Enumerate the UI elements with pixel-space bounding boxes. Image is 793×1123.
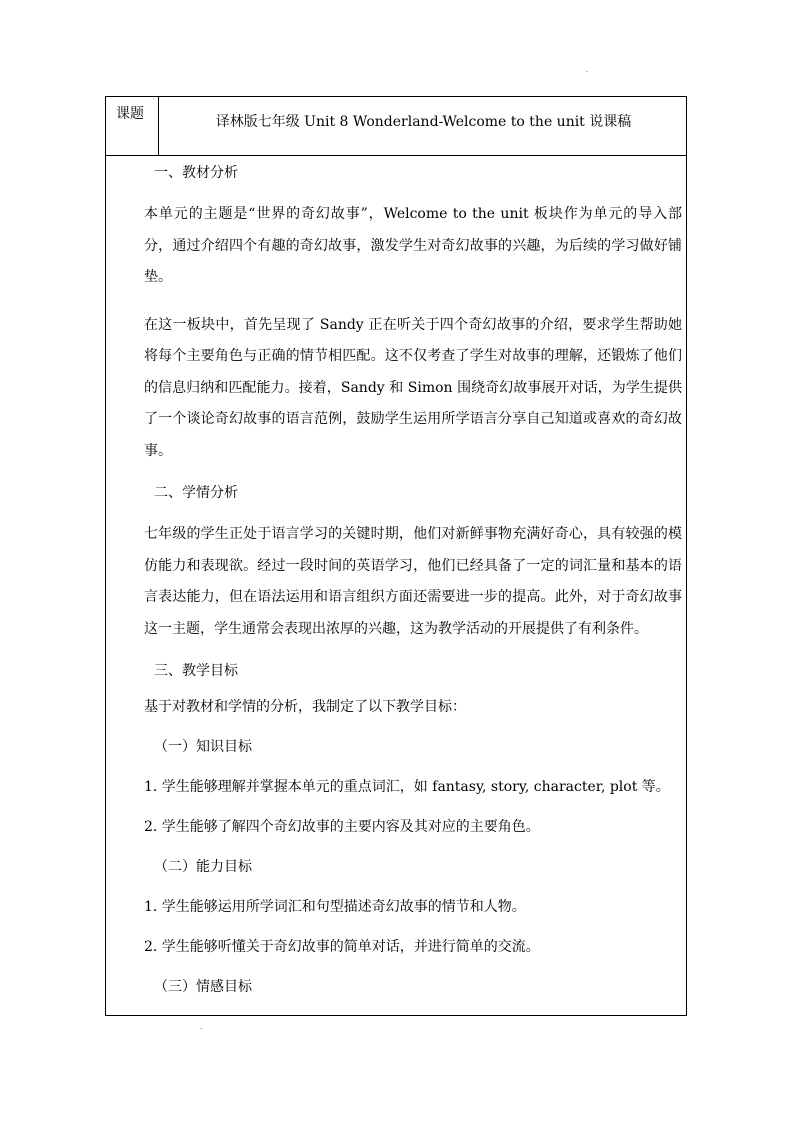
list-item: 1. 学生能够运用所学词汇和句型描述奇幻故事的情节和人物。 — [144, 899, 526, 915]
paragraph: 七年级的学生正处于语言学习的关键时期，他们对新鲜事物充满好奇心，具有较强的模仿能力和表现欲。经过一段时间的英语学习，他们已经具备了一定的词汇量和基本的语言表达能力，但在语法运用和语言组织方面还需要进一步的提高。此外，对于奇幻故事这一主题，学生通常会表现出浓厚的兴趣，这为教学活动的开展提供了有利条件。 — [144, 526, 682, 637]
section-heading-textbook-analysis: 一、教材分析 — [154, 165, 238, 181]
paragraph: 本单元的主题是“世界的奇幻故事”，Welcome to the unit 板块作为单元的导入部分，通过介绍四个有趣的奇幻故事，激发学生对奇幻故事的兴趣，为后续的学习做好铺垫。 — [144, 206, 682, 285]
list-item: 2. 学生能够了解四个奇幻故事的主要内容及其对应的主要角色。 — [144, 819, 540, 835]
goals-intro: 基于对教材和学情的分析，我制定了以下教学目标： — [144, 699, 466, 715]
lesson-table — [105, 96, 687, 1016]
topic-label: 课题 — [116, 106, 144, 122]
section-heading-student-analysis: 二、学情分析 — [154, 485, 238, 501]
section-heading-teaching-goals: 三、教学目标 — [154, 663, 238, 679]
page-speck-top — [586, 71, 588, 72]
list-item: 1. 学生能够理解并掌握本单元的重点词汇，如 fantasy, story, character, plot 等。 — [144, 779, 670, 795]
table-row-divider — [106, 155, 686, 156]
subheading-ability-goals: （二）能力目标 — [154, 859, 252, 875]
document-title: 译林版七年级 Unit 8 Wonderland-Welcome to the unit 说课稿 — [215, 114, 632, 130]
page-speck-bottom — [200, 1028, 202, 1029]
paragraph: 在这一板块中，首先呈现了 Sandy 正在听关于四个奇幻故事的介绍，要求学生帮助她将每个主要角色与正确的情节相匹配。这不仅考查了学生对故事的理解，还锻炼了他们的信息归纳和匹配能力。接着，Sandy 和 Simon 围绕奇幻故事展开对话，为学生提供了一个谈论奇幻故事的语言范例，鼓励学生运用所学语言分享自己知道或喜欢的奇幻故事。 — [144, 316, 682, 459]
lesson-content — [144, 163, 688, 1017]
subheading-emotion-goals: （三）情感目标 — [154, 979, 252, 995]
list-item: 2. 学生能够听懂关于奇幻故事的简单对话，并进行简单的交流。 — [144, 939, 540, 955]
subheading-knowledge-goals: （一）知识目标 — [154, 739, 252, 755]
